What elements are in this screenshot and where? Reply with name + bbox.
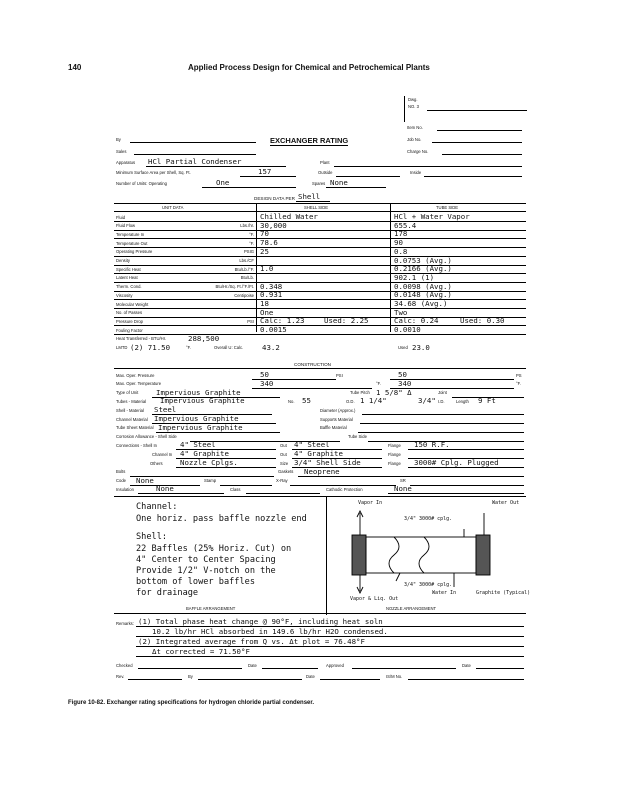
right-graphite-head [476, 535, 490, 575]
spares-line [326, 187, 386, 188]
connection-flange-value: 3000# Cplg. Plugged [414, 458, 499, 467]
design-data-label: DESIGN DATA PER [254, 196, 295, 201]
design-row-shell-value: 0.931 [260, 290, 283, 300]
remark-rule-3 [136, 646, 524, 647]
outside-label: Outside [318, 170, 333, 175]
apparatus-value: HCl Partial Condenser [148, 157, 242, 166]
sketch-divider [326, 497, 327, 615]
note-vnotch: Provide 1/2" V-notch on the [136, 566, 276, 576]
apparatus-label: Apparatus [116, 160, 136, 165]
baffle-caption: BAFFLE ARRANGEMENT [186, 606, 236, 611]
col-header-shell-side: SHELL SIDE [304, 205, 329, 210]
design-row-tube-value: HCl + Water Vapor [394, 212, 470, 221]
design-data-line [296, 201, 330, 202]
gaskets-value: Neoprene [304, 466, 340, 476]
lmtd-unit: °F. [186, 345, 191, 350]
insulation-label: Insulation [116, 486, 134, 492]
design-row-tube-value: 0.0753 (Avg.) [394, 255, 452, 265]
design-row-tube-value: 902.1 (1) [394, 272, 435, 282]
design-row-tube-value: 0.0148 (Avg.) [394, 290, 452, 300]
col-divider-2 [390, 204, 391, 332]
construction-fill-line [360, 423, 524, 424]
design-row-unit: Lbs./CF [239, 258, 254, 263]
design-row-label: Specific Heat [116, 266, 141, 272]
design-row-rule [114, 325, 526, 326]
min-surface-label: Minimum Surface Area per Shell, Sq. Ft. [116, 170, 191, 175]
connection-label: Channel In [152, 451, 173, 457]
tubes-length-label: Length [456, 398, 469, 404]
job-no-line [432, 142, 522, 143]
book-title: Applied Process Design for Chemical and Petrochemical Plants [188, 63, 430, 72]
label-vapor-liq-out: Vapor & Liq. Out [350, 596, 399, 602]
code-value: None [136, 475, 154, 485]
col-header-tube-side: TUBE SIDE [436, 205, 459, 210]
design-row-label: Operating Pressure [116, 249, 153, 255]
connection-in-value: Nozzle Cplgs. [180, 458, 238, 467]
heat-transferred-label: Heat Transferred - BTU/Hr. [116, 336, 167, 342]
ism-label: IS/M No. [386, 674, 403, 679]
shell-body [366, 537, 476, 573]
by-line [130, 142, 256, 143]
checked-label: Checked [116, 663, 133, 668]
design-row-unit: Lbs./hr. [240, 223, 254, 229]
construction-fill-line [408, 449, 524, 450]
construction-fill-line [138, 493, 224, 494]
design-row-shell-value: 1.0 [260, 264, 274, 274]
note-drainage: for drainage [136, 588, 199, 598]
design-row-shell-value: 0.348 [260, 281, 283, 291]
lmtd-label: LMTD [116, 345, 128, 350]
connection-out-value: 3/4" Shell Side [294, 458, 361, 467]
inside-label: Inside [410, 170, 422, 175]
tubes-length-value: 9 Ft [478, 396, 496, 406]
bottom-cplg [396, 573, 400, 581]
design-row-label: Latent Heat [116, 275, 138, 281]
spares-value: None [330, 178, 348, 187]
remark-rule-2 [136, 636, 524, 637]
units-line [202, 187, 296, 188]
date2-line [476, 668, 524, 669]
design-row-rule [114, 299, 526, 300]
date1-label: Date [248, 663, 257, 668]
fouling-label: Fouling Factor [116, 327, 143, 333]
used-u-label: Used [398, 345, 408, 350]
rev-label: Rev. [116, 674, 125, 679]
approved-label: Approved [326, 663, 344, 668]
design-row-rule [114, 334, 526, 335]
construction-fill-line [176, 467, 276, 468]
tubes-label: Tubes - Material [116, 398, 147, 404]
design-row-tube-value: 90 [394, 238, 403, 248]
sales-line [134, 154, 256, 155]
tubes-od-value: 1 1/4" [360, 396, 387, 406]
dwg-box [404, 96, 474, 122]
cathodic-value: None [394, 484, 412, 494]
design-row-label: Density [116, 258, 130, 263]
remark-rule-1 [136, 626, 524, 627]
overall-u-value: 43.2 [262, 342, 280, 352]
corrosion-label: Corrosion Allowance - Shell Side [116, 434, 177, 440]
exchanger-rating-form [112, 90, 530, 684]
design-row-label: Temperature Out [116, 240, 148, 246]
design-row-rule [114, 247, 526, 248]
connection-flange-label: Flange [388, 451, 401, 457]
design-row-unit: °F. [249, 240, 254, 246]
class-label: Class [230, 486, 241, 492]
design-row-shell-value: 78.6 [260, 238, 278, 248]
sales-label: Sales [116, 149, 127, 154]
page-number: 140 [68, 63, 82, 72]
note-channel: Channel: [136, 502, 178, 512]
design-row-label: Temperature In [116, 231, 145, 237]
remark-line-4: Δt corrected = 71.50°F [152, 647, 250, 656]
construction-fill-line [156, 432, 280, 433]
spares-label: Spares [312, 181, 326, 186]
construction-fill-line [358, 432, 524, 433]
tubes-no-label: No. [288, 398, 295, 404]
footer-by-label: By [188, 674, 193, 679]
max-pressure-psi: PSI [336, 372, 343, 378]
pressure-drop-unit: PSI [247, 318, 254, 324]
design-row-rule [114, 308, 526, 309]
left-graphite-head [352, 535, 366, 575]
code-label: Code [116, 478, 127, 484]
dwg-no-label: NO. 3 [408, 104, 419, 109]
fouling-shell-value: 0.0015 [260, 325, 287, 335]
design-row-tube-value: 0.0098 (Avg.) [394, 281, 452, 291]
max-temp-shell: 340 [260, 378, 274, 388]
design-row-rule [114, 273, 526, 274]
design-table [114, 203, 526, 352]
connection-flange-label: Flange [388, 460, 401, 466]
rev-line [128, 679, 182, 680]
design-row-rule [114, 238, 526, 239]
connection-out-label: Size [280, 460, 289, 466]
footer-by-line [198, 679, 302, 680]
label-vapor-in: Vapor In [358, 500, 383, 506]
note-channel-detail: One horiz. pass baffle nozzle end [136, 514, 307, 524]
label-cplg-top: 3/4" 3000# cplg. [404, 516, 453, 522]
tubes-value: Impervious Graphite [160, 396, 245, 406]
design-data-value: Shell [298, 192, 321, 201]
max-pressure-ps: PS [516, 372, 522, 378]
max-temp-unit1: °F. [376, 381, 381, 387]
pressure-drop-shell-used: Used: 2.25 [324, 316, 369, 326]
design-row-shell-value: 70 [260, 229, 269, 239]
heat-transferred-value: 288,500 [188, 333, 220, 343]
construction-fill-line [290, 485, 396, 486]
pressure-drop-tube-calc: Calc: 0.24 [394, 316, 439, 326]
design-row-shell-value: 25 [260, 246, 269, 256]
lmtd-value: (2) 71.50 [130, 342, 171, 352]
shell-material-value: Steel [154, 405, 177, 415]
used-u-value: 23.0 [412, 342, 430, 352]
by-label: By [116, 137, 121, 142]
design-row-unit: Btu/Lb. [240, 275, 254, 281]
tubesheet-material-label: Tube Sheet Material [116, 425, 154, 431]
baffle-marks [389, 537, 429, 573]
job-no-label: Job No. [407, 137, 422, 142]
connection-flange-label: Flange [388, 442, 401, 448]
connection-in-value: 4" Steel [180, 440, 216, 450]
design-row-label: Fluid Flow [116, 223, 136, 229]
date3-line [320, 679, 380, 680]
type-unit-value: Impervious Graphite [156, 387, 241, 397]
col-divider-1 [256, 204, 257, 332]
construction-header: CONSTRUCTION [294, 362, 332, 367]
connection-label: Connections - Shell In [116, 442, 157, 448]
design-row-rule [114, 291, 526, 292]
fouling-tube-value: 0.0010 [394, 325, 421, 335]
design-row-rule [114, 221, 526, 222]
channel-material-label: Channel Material [116, 416, 148, 422]
date1-line [262, 668, 318, 669]
design-row-unit: Centipoise [234, 292, 254, 298]
note-spacing: 4" Center to Center Spacing [136, 555, 276, 565]
remark-rule-4 [136, 656, 524, 657]
tube-pitch-label: Tube Pitch [350, 390, 370, 396]
design-row-unit: °F. [249, 231, 254, 237]
plant-label: Plant [320, 160, 330, 165]
max-temp-label: Max. Oper. Temperature [116, 381, 162, 387]
max-pressure-tube: 50 [398, 370, 407, 379]
outside-line [336, 176, 400, 177]
baffle-material-label: Baffle Material [320, 425, 347, 431]
connection-out-label: Out [280, 442, 287, 448]
date3-label: Date [306, 674, 315, 679]
pressure-drop-shell-calc: Calc: 1.23 [260, 316, 305, 326]
approved-line [352, 668, 456, 669]
connection-label: Others [150, 460, 163, 466]
design-row-shell-value: 18 [260, 299, 269, 308]
construction-fill-line [246, 493, 320, 494]
connection-out-value: 4" Steel [294, 440, 330, 450]
item-no-label: Item No. [407, 125, 423, 130]
max-pressure-label: Max. Oper. Pressure [116, 372, 155, 378]
diameter-label: Diameter (Approx.) [320, 407, 356, 413]
dwg-line [427, 110, 527, 111]
design-row-shell-value: One [260, 307, 274, 317]
checked-line [138, 668, 242, 669]
label-graphite: Graphite (Typical) [476, 590, 531, 596]
charge-no-label: Charge No. [407, 149, 429, 154]
design-row-unit: Btu/Lb./°F. [234, 266, 254, 272]
date2-label: Date [462, 663, 471, 668]
connection-flange-value: 150 R.F. [414, 440, 450, 450]
note-lower-baffles: bottom of lower baffles [136, 577, 255, 587]
design-row-unit: PSIG [243, 249, 254, 255]
remark-line-1: (1) Total phase heat change @ 90°F, including heat soln [138, 617, 383, 626]
design-row-label: Fluid [116, 214, 126, 220]
cathodic-label: Cathodic Protection [326, 486, 363, 492]
charge-no-line [442, 154, 522, 155]
units-value: One [216, 178, 230, 187]
design-row-tube-value: 0.8 [394, 246, 408, 256]
inside-line [424, 176, 522, 177]
type-unit-label: Type of Unit [116, 390, 139, 396]
design-row-unit: Btu/Hr./Sq. Ft./°F./Ft. [215, 284, 254, 290]
design-row-tube-value: 34.68 (Avg.) [394, 299, 448, 308]
max-temp-tube: 340 [398, 378, 412, 388]
supports-label: Supports Material [320, 416, 353, 422]
design-row-rule [114, 230, 526, 231]
remark-line-3: (2) Integrated average from Q vs. Δt plot = 76.48°F [138, 637, 365, 646]
stamp-label: Stamp [204, 478, 217, 484]
design-row-tube-value: 178 [394, 229, 408, 239]
bolts-label: Bolts [116, 469, 126, 475]
design-row-label: Viscosity [116, 292, 133, 298]
xray-label: X-Ray [276, 478, 288, 484]
construction-fill-line [220, 485, 272, 486]
channel-material-value: Impervious Graphite [154, 414, 239, 423]
max-pressure-shell: 50 [260, 370, 269, 379]
construction-fill-line [362, 414, 524, 415]
connection-out-value: 4" Graphite [294, 449, 343, 459]
construction-fill-line [388, 493, 524, 494]
form-title: EXCHANGER RATING [270, 136, 349, 145]
pressure-drop-label: Pressure Drop [116, 318, 143, 324]
sketch-area [114, 496, 531, 614]
connection-out-label: Out [280, 451, 287, 457]
max-temp-unit2: °F. [516, 381, 521, 387]
joint-label: Joint [438, 390, 447, 396]
shell-material-label: Shell - Material [116, 407, 144, 413]
tube-pitch-value: 1 5/8" Δ [376, 387, 412, 397]
design-row-shell-value: Chilled Water [260, 212, 318, 221]
construction-fill-line [298, 476, 524, 477]
col-header-unit-data: UNIT DATA [162, 205, 184, 210]
design-row-tube-value: 0.2166 (Avg.) [394, 264, 452, 274]
design-row-label: Therm. Cond. [116, 284, 142, 290]
construction-rule [114, 368, 526, 369]
min-surface-line [240, 176, 296, 177]
design-row-tube-value: 655.4 [394, 220, 417, 230]
construction-fill-line [252, 388, 372, 389]
nozzle-caption: NOZZLE ARRANGEMENT [386, 606, 437, 611]
design-row-rule [114, 282, 526, 283]
overall-u-label: Overall U: Calc. [214, 345, 244, 350]
tubesheet-material-value: Impervious Graphite [158, 422, 243, 432]
design-row-shell-value: 30,000 [260, 220, 287, 230]
label-water-out: Water Out [492, 500, 520, 506]
plant-line [334, 166, 522, 167]
item-no-line [437, 130, 522, 131]
sr-label: SR [400, 478, 406, 484]
ism-line [408, 679, 524, 680]
figure-caption: Figure 10-82. Exchanger rating specifications for hydrogen chloride partial condenser. [68, 700, 315, 706]
tubes-id-label: I.D. [438, 398, 445, 404]
pressure-drop-tube-used: Used: 0.30 [460, 316, 505, 326]
units-label: Number of Units: Operating [116, 181, 167, 186]
remarks-label: Remarks: [116, 621, 134, 626]
connection-in-value: 4" Graphite [180, 449, 229, 459]
label-cplg-bottom: 3/4" 3000# cplg. [404, 582, 453, 588]
dwg-label: Dwg. [408, 97, 418, 102]
design-row-label: No. of Passes [116, 310, 143, 316]
design-row-rule [114, 256, 526, 257]
label-water-in: Water In [432, 590, 457, 596]
construction-fill-line [408, 467, 524, 468]
note-baffles: 22 Baffles (25% Horiz. Cut) on [136, 544, 292, 554]
gaskets-label: Gaskets [278, 469, 294, 475]
min-surface-value: 157 [258, 167, 272, 176]
remark-line-2: 10.2 lb/hr HCl absorbed in 149.6 lb/hr H2O condensed. [152, 627, 388, 636]
construction-fill-line [410, 485, 524, 486]
tubes-od-label: O.D. [346, 398, 355, 404]
design-row-tube-value: Two [394, 307, 408, 317]
tubes-id-value: 3/4" [418, 396, 436, 406]
design-row-rule [114, 265, 526, 266]
design-row-label: Molecular Weight [116, 301, 149, 307]
tubes-no-value: 55 [302, 396, 311, 406]
corrosion-tube-label: Tube Side [348, 434, 367, 440]
insulation-value: None [156, 484, 174, 494]
note-shell: Shell: [136, 532, 168, 542]
